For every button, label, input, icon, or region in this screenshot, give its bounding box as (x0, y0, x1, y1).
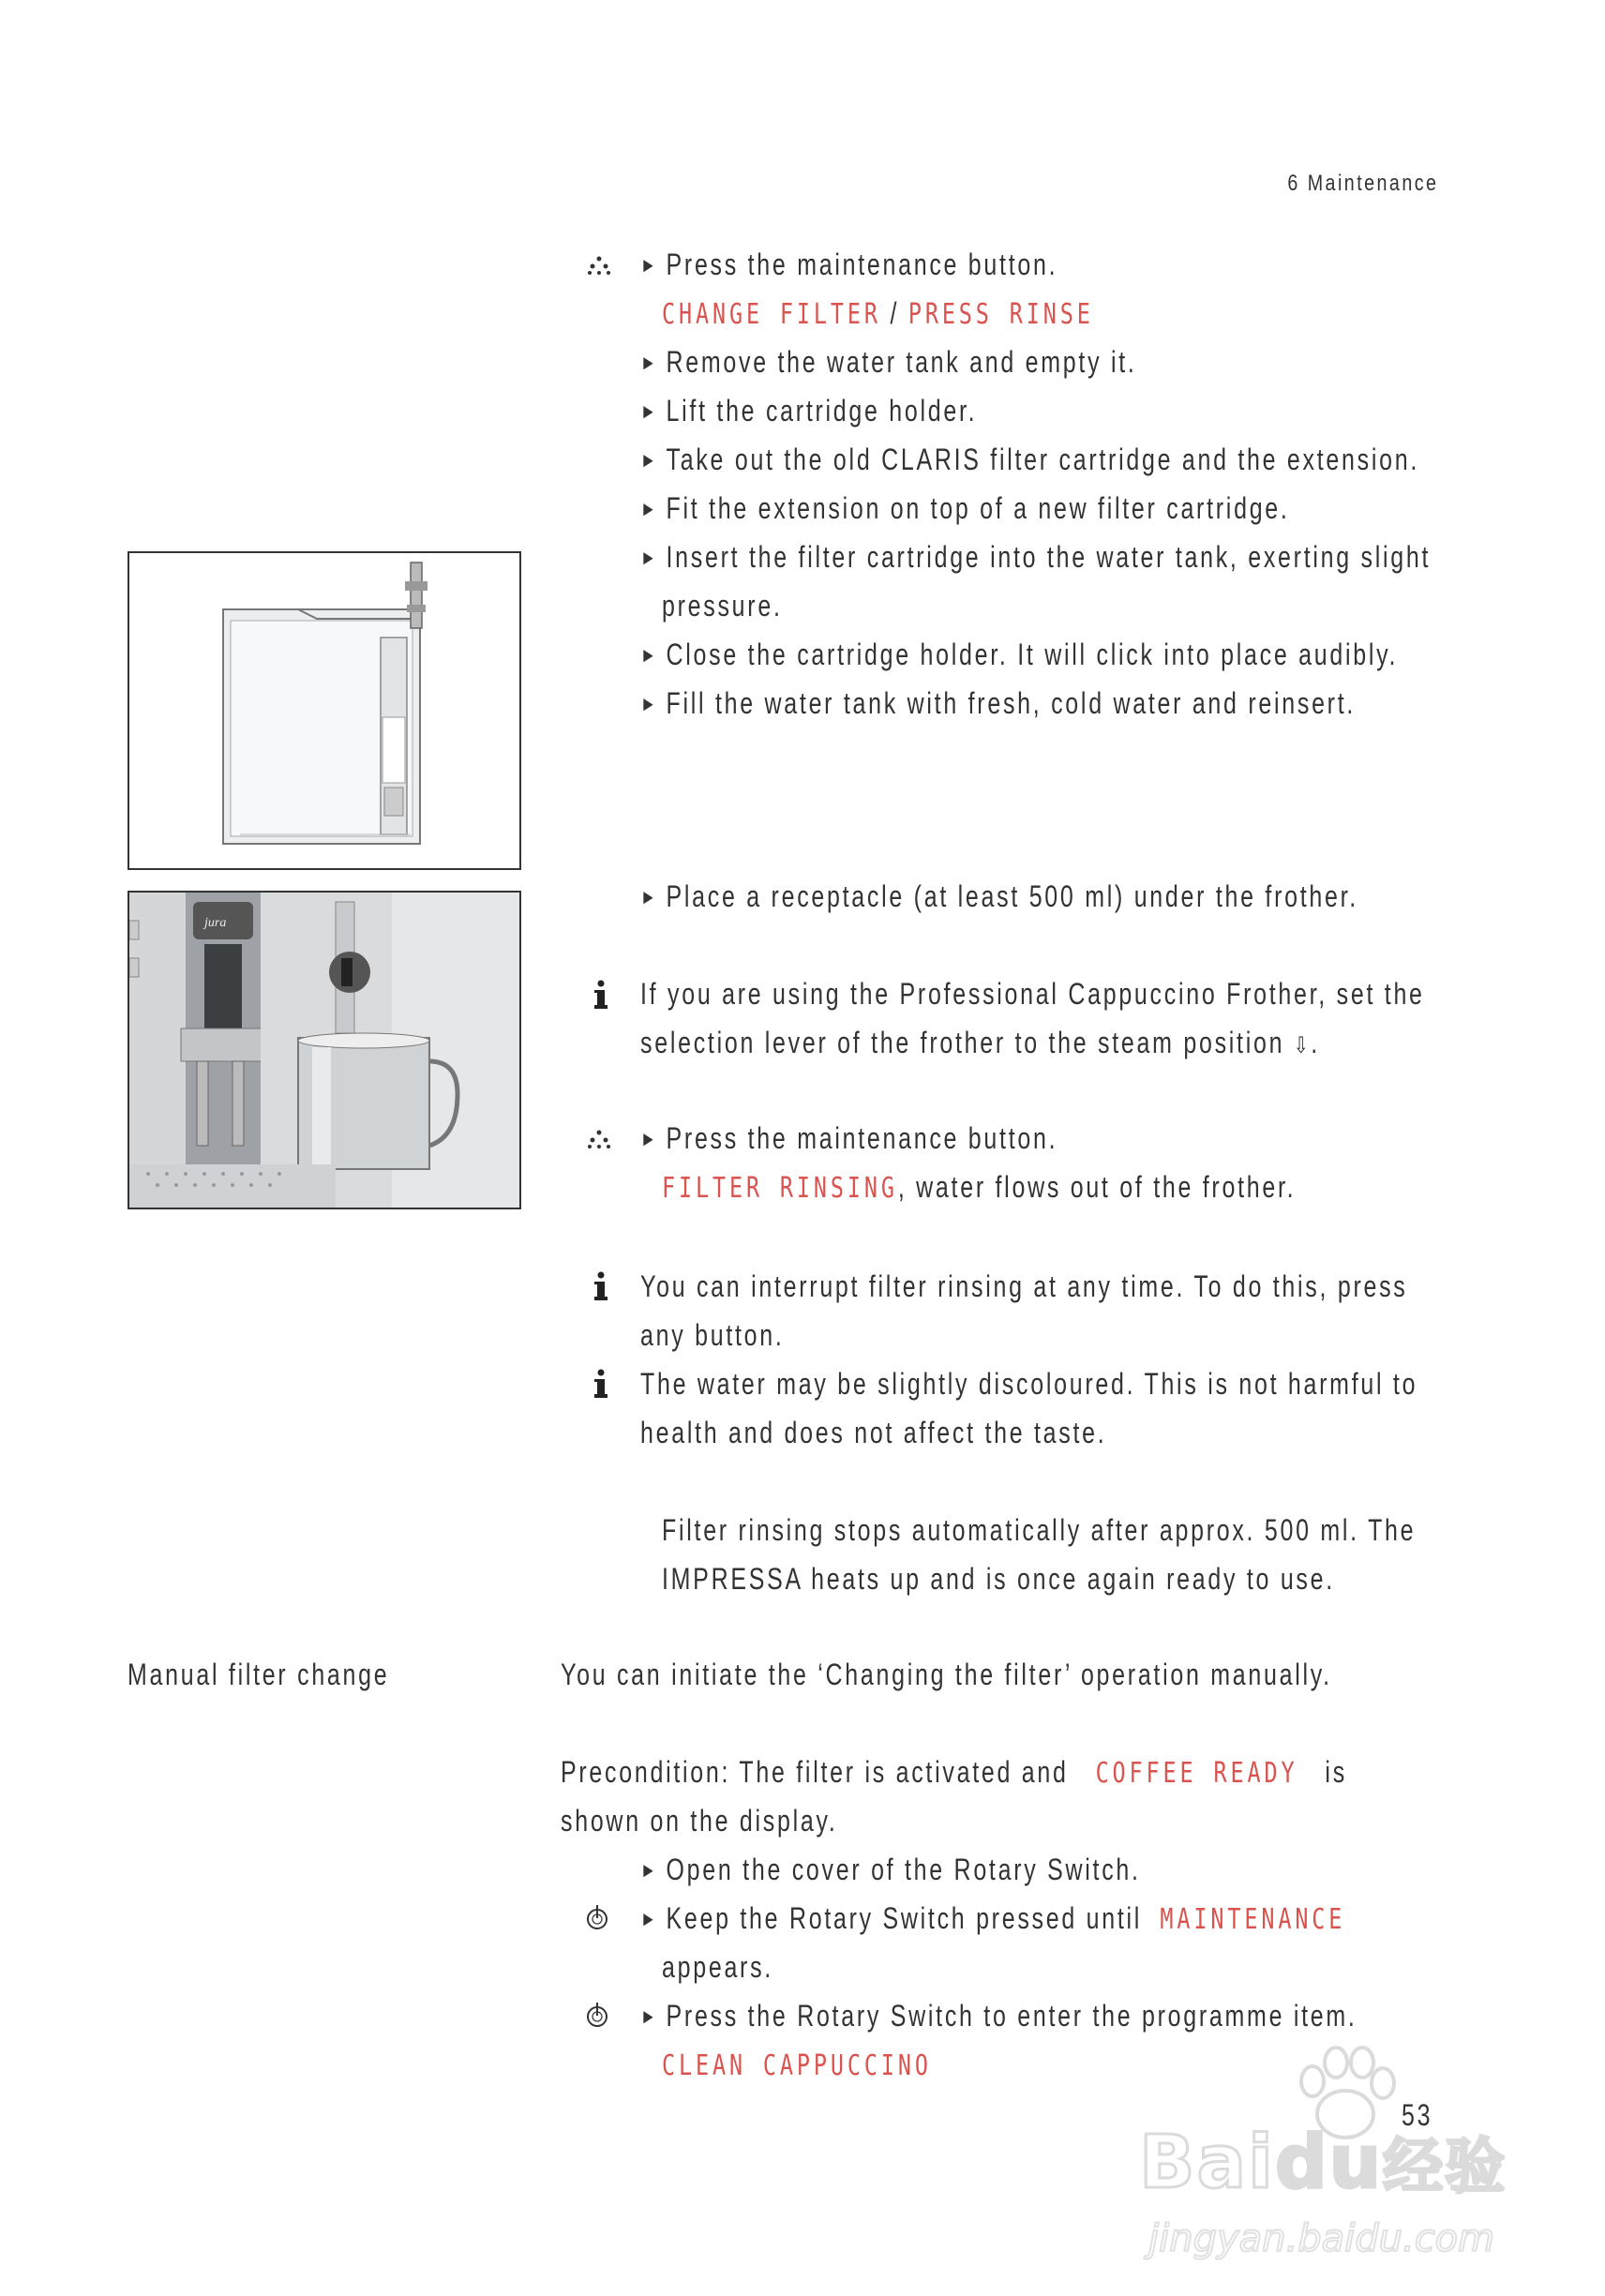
water-tank-figure (128, 551, 521, 870)
info-interrupt-1: You can interrupt filter rinsing at any time. To do this, press (640, 1269, 1408, 1303)
frother-figure (128, 891, 521, 1209)
step-press-maintenance: ► Press the maintenance button. (640, 248, 1058, 281)
step-remove-tank: ► Remove the water tank and empty it. (640, 345, 1137, 379)
svg-text:jura: jura (204, 916, 227, 930)
rotary-switch-icon (585, 2001, 609, 2029)
step-enter-programme: ► Press the Rotary Switch to enter the programme item. (640, 1999, 1358, 2033)
info-frother-text-1: If you are using the Professional Cappuccino Frother, set the (640, 977, 1425, 1011)
step-keep-pressed: ► Keep the Rotary Switch pressed until MAINTENANCE (640, 1901, 1346, 1936)
step-take-out-cartridge: ► Take out the old CLARIS filter cartridge and the extension. (640, 443, 1419, 476)
info-icon (593, 1369, 608, 1399)
watermark-brand-du: du (1274, 2121, 1384, 2205)
info-discoloured-2: health and does not affect the taste. (640, 1416, 1107, 1449)
info-frother-text-2: selection lever of the frother to the steam position ⇩. (640, 1026, 1320, 1059)
rotary-switch-icon (585, 1903, 609, 1931)
step-insert-cartridge: ► Insert the filter cartridge into the water tank, exerting slight (640, 540, 1432, 574)
step-keep-pressed-cont: appears. (662, 1950, 773, 1984)
baidu-watermark (1139, 2044, 1514, 2278)
section-header: 6 Maintenance (1286, 171, 1438, 196)
maintenance-icon (587, 255, 611, 276)
info-icon (593, 1271, 608, 1301)
precondition-line-1: Precondition: The filter is activated and COFFEE READY is (561, 1755, 1347, 1790)
step-open-cover: ► Open the cover of the Rotary Switch. (640, 1853, 1141, 1886)
page-number: 53 (1402, 2098, 1433, 2132)
step-insert-cartridge-cont: pressure. (662, 589, 783, 623)
watermark-cn: 经验 (1383, 2133, 1508, 2202)
step-fill-tank: ► Fill the water tank with fresh, cold water and reinsert. (640, 686, 1357, 720)
display-message-2: FILTER RINSING, water flows out of the frother. (662, 1170, 1297, 1205)
display-clean-cappuccino: CLEAN CAPPUCCINO (662, 2049, 932, 2082)
steam-icon: ⇩ (1293, 1033, 1312, 1058)
result-text-1: Filter rinsing stops automatically after approx. 500 ml. The (662, 1513, 1417, 1547)
watermark-brand: Bai (1139, 2121, 1275, 2205)
result-text-2: IMPRESSA heats up and is once again ready to use. (662, 1562, 1335, 1596)
watermark-url: jingyan.baidu.com (1148, 2217, 1495, 2260)
step-press-maintenance-2: ► Press the maintenance button. (640, 1121, 1058, 1155)
info-interrupt-2: any button. (640, 1318, 785, 1352)
step-place-receptacle: ► Place a receptacle (at least 500 ml) under the frother. (640, 879, 1358, 913)
step-close-holder: ► Close the cartridge holder. It will click into place audibly. (640, 638, 1399, 671)
info-discoloured-1: The water may be slightly discoloured. This is not harmful to (640, 1367, 1418, 1401)
maintenance-icon (587, 1129, 611, 1149)
manual-intro: You can initiate the ‘Changing the filter’ operation manually. (561, 1658, 1332, 1691)
manual-filter-heading: Manual filter change (128, 1658, 390, 1691)
step-lift-holder: ► Lift the cartridge holder. (640, 394, 978, 428)
info-icon (593, 980, 608, 1010)
step-fit-extension: ► Fit the extension on top of a new filter cartridge. (640, 491, 1290, 525)
precondition-line-2: shown on the display. (561, 1804, 838, 1838)
display-message-1: CHANGE FILTER / PRESS RINSE (662, 296, 1094, 331)
